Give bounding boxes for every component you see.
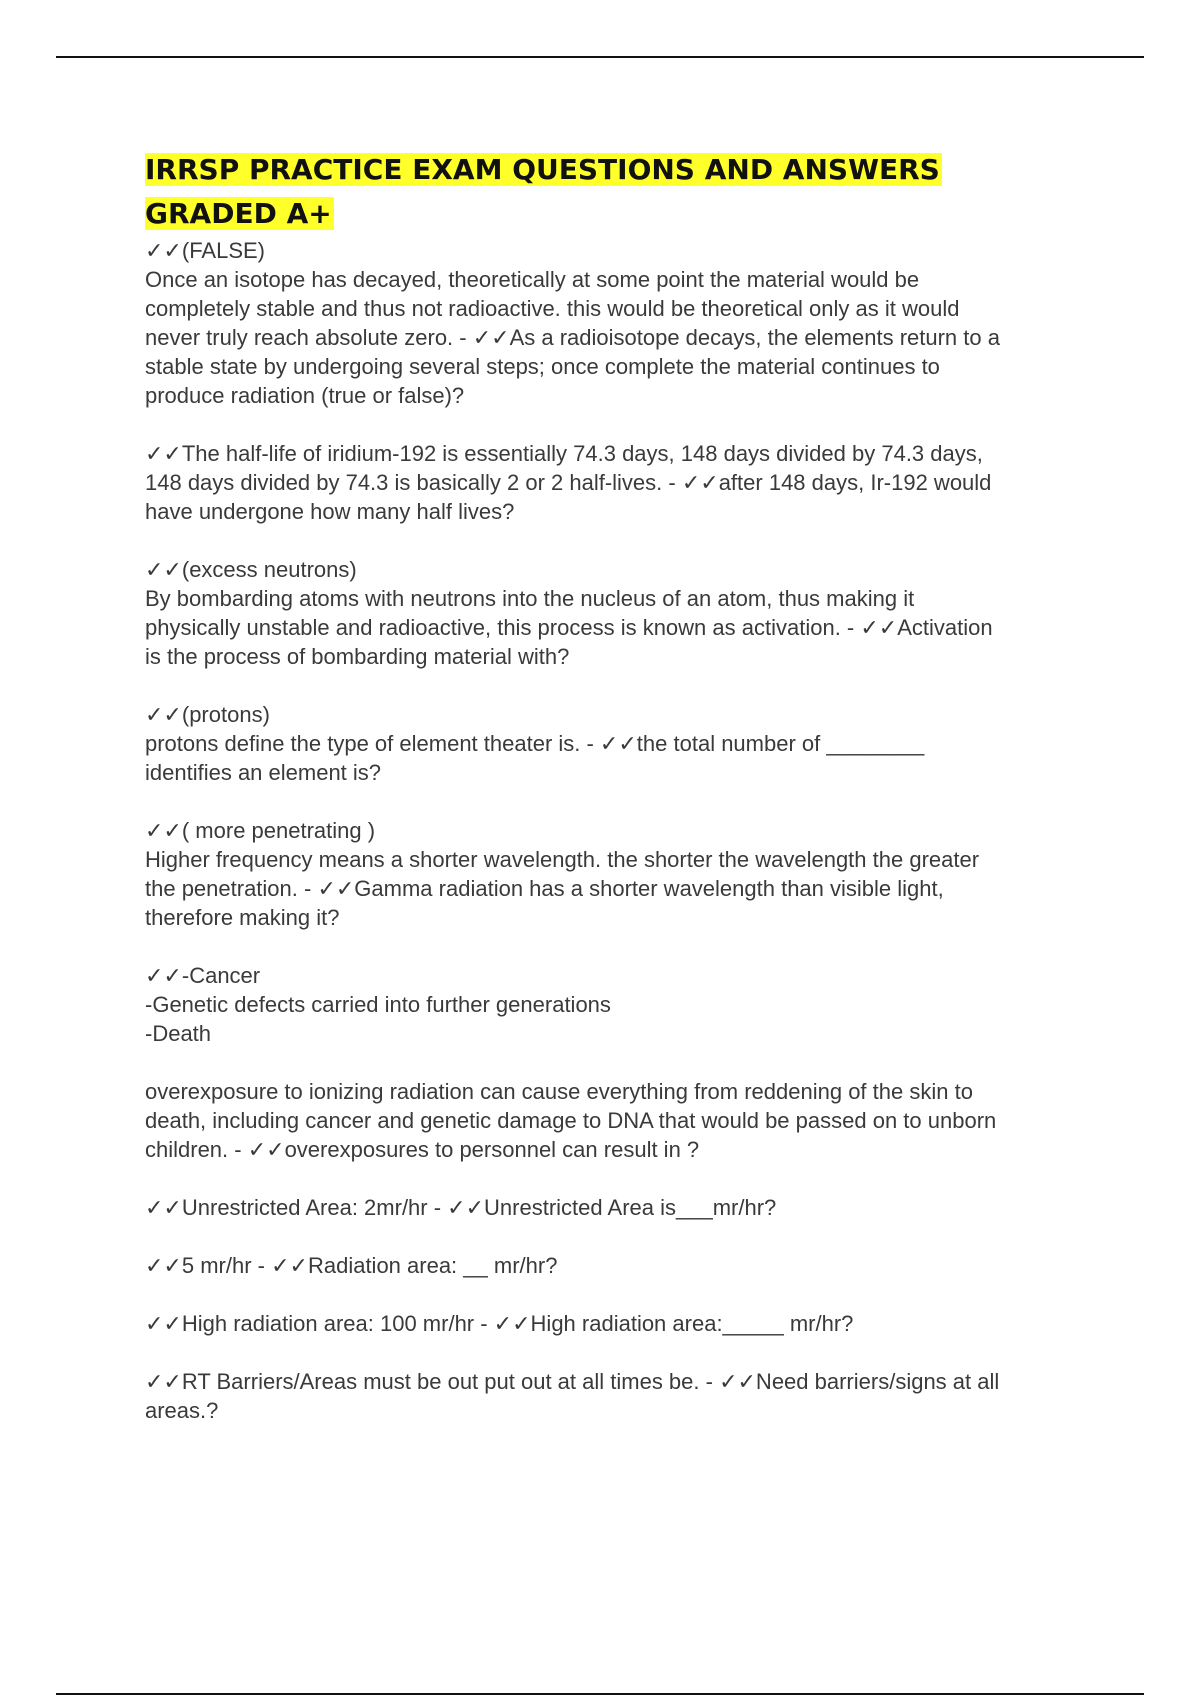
qa-entry [145, 700, 1085, 787]
qa-entry [145, 961, 1085, 1048]
qa-entry [145, 1309, 1085, 1338]
qa-entry-line: protons define the type of element theater is. - ✓✓the total number of ________ [145, 731, 925, 756]
qa-entry-line: ✓✓(FALSE) [145, 238, 266, 263]
qa-entry-line: identifies an element is? [145, 760, 382, 785]
header-rule [56, 56, 1144, 58]
qa-entry-line: Higher frequency means a shorter wavelength. the shorter the wavelength the greater [145, 847, 980, 872]
qa-entry-line: stable state by undergoing several steps; once complete the material continues to [145, 354, 940, 379]
document-title [145, 148, 1085, 236]
qa-entry-line: -Death [145, 1021, 212, 1046]
qa-entry-line: ✓✓High radiation area: 100 mr/hr - ✓✓High radiation area:_____ mr/hr? [145, 1311, 854, 1336]
qa-entry [145, 1077, 1085, 1164]
document-title-line-1: IRRSP PRACTICE EXAM QUESTIONS AND ANSWERS [145, 153, 940, 186]
qa-entry [145, 555, 1085, 671]
qa-entry-line: ✓✓5 mr/hr - ✓✓Radiation area: __ mr/hr? [145, 1253, 558, 1278]
qa-entry [145, 439, 1085, 526]
document-body [145, 148, 1085, 1454]
qa-entry-line: physically unstable and radioactive, this process is known as activation. - ✓✓Activation [145, 615, 993, 640]
qa-entry [145, 1367, 1085, 1425]
qa-entry-line: never truly reach absolute zero. - ✓✓As a radioisotope decays, the elements return to a [145, 325, 1000, 350]
qa-entry-line: completely stable and thus not radioactive. this would be theoretical only as it would [145, 296, 960, 321]
qa-entry [145, 236, 1085, 410]
qa-entry-line: overexposure to ionizing radiation can cause everything from reddening of the skin to [145, 1079, 973, 1104]
qa-entry-line: ✓✓(excess neutrons) [145, 557, 357, 582]
qa-entry-line: is the process of bombarding material with? [145, 644, 570, 669]
qa-entry-line: have undergone how many half lives? [145, 499, 515, 524]
qa-entry [145, 816, 1085, 932]
qa-entry-line: death, including cancer and genetic damage to DNA that would be passed on to unborn [145, 1108, 997, 1133]
qa-entry-line: ✓✓RT Barriers/Areas must be out put out at all times be. - ✓✓Need barriers/signs at all [145, 1369, 1000, 1394]
qa-entry-line: Once an isotope has decayed, theoretically at some point the material would be [145, 267, 920, 292]
qa-entry-line: By bombarding atoms with neutrons into the nucleus of an atom, thus making it [145, 586, 915, 611]
qa-entry-line: therefore making it? [145, 905, 340, 930]
qa-entry-line: areas.? [145, 1398, 219, 1423]
qa-entry-line: -Genetic defects carried into further generations [145, 992, 611, 1017]
qa-entry [145, 1251, 1085, 1280]
qa-entry-line: produce radiation (true or false)? [145, 383, 465, 408]
qa-entry-line: ✓✓(protons) [145, 702, 270, 727]
document-title-line-2: GRADED A+ [145, 197, 332, 230]
qa-entry-line: ✓✓The half-life of iridium-192 is essentially 74.3 days, 148 days divided by 74.3 days, [145, 441, 983, 466]
qa-entry-line: 148 days divided by 74.3 is basically 2 or 2 half-lives. - ✓✓after 148 days, Ir-192 would [145, 470, 992, 495]
footer-rule [56, 1693, 1144, 1695]
qa-entries [145, 236, 1085, 1425]
qa-entry-line: ✓✓( more penetrating ) [145, 818, 376, 843]
qa-entry-line: children. - ✓✓overexposures to personnel can result in ? [145, 1137, 700, 1162]
qa-entry-line: ✓✓-Cancer [145, 963, 261, 988]
qa-entry [145, 1193, 1085, 1222]
qa-entry-line: the penetration. - ✓✓Gamma radiation has a shorter wavelength than visible light, [145, 876, 944, 901]
qa-entry-line: ✓✓Unrestricted Area: 2mr/hr - ✓✓Unrestricted Area is___mr/hr? [145, 1195, 777, 1220]
